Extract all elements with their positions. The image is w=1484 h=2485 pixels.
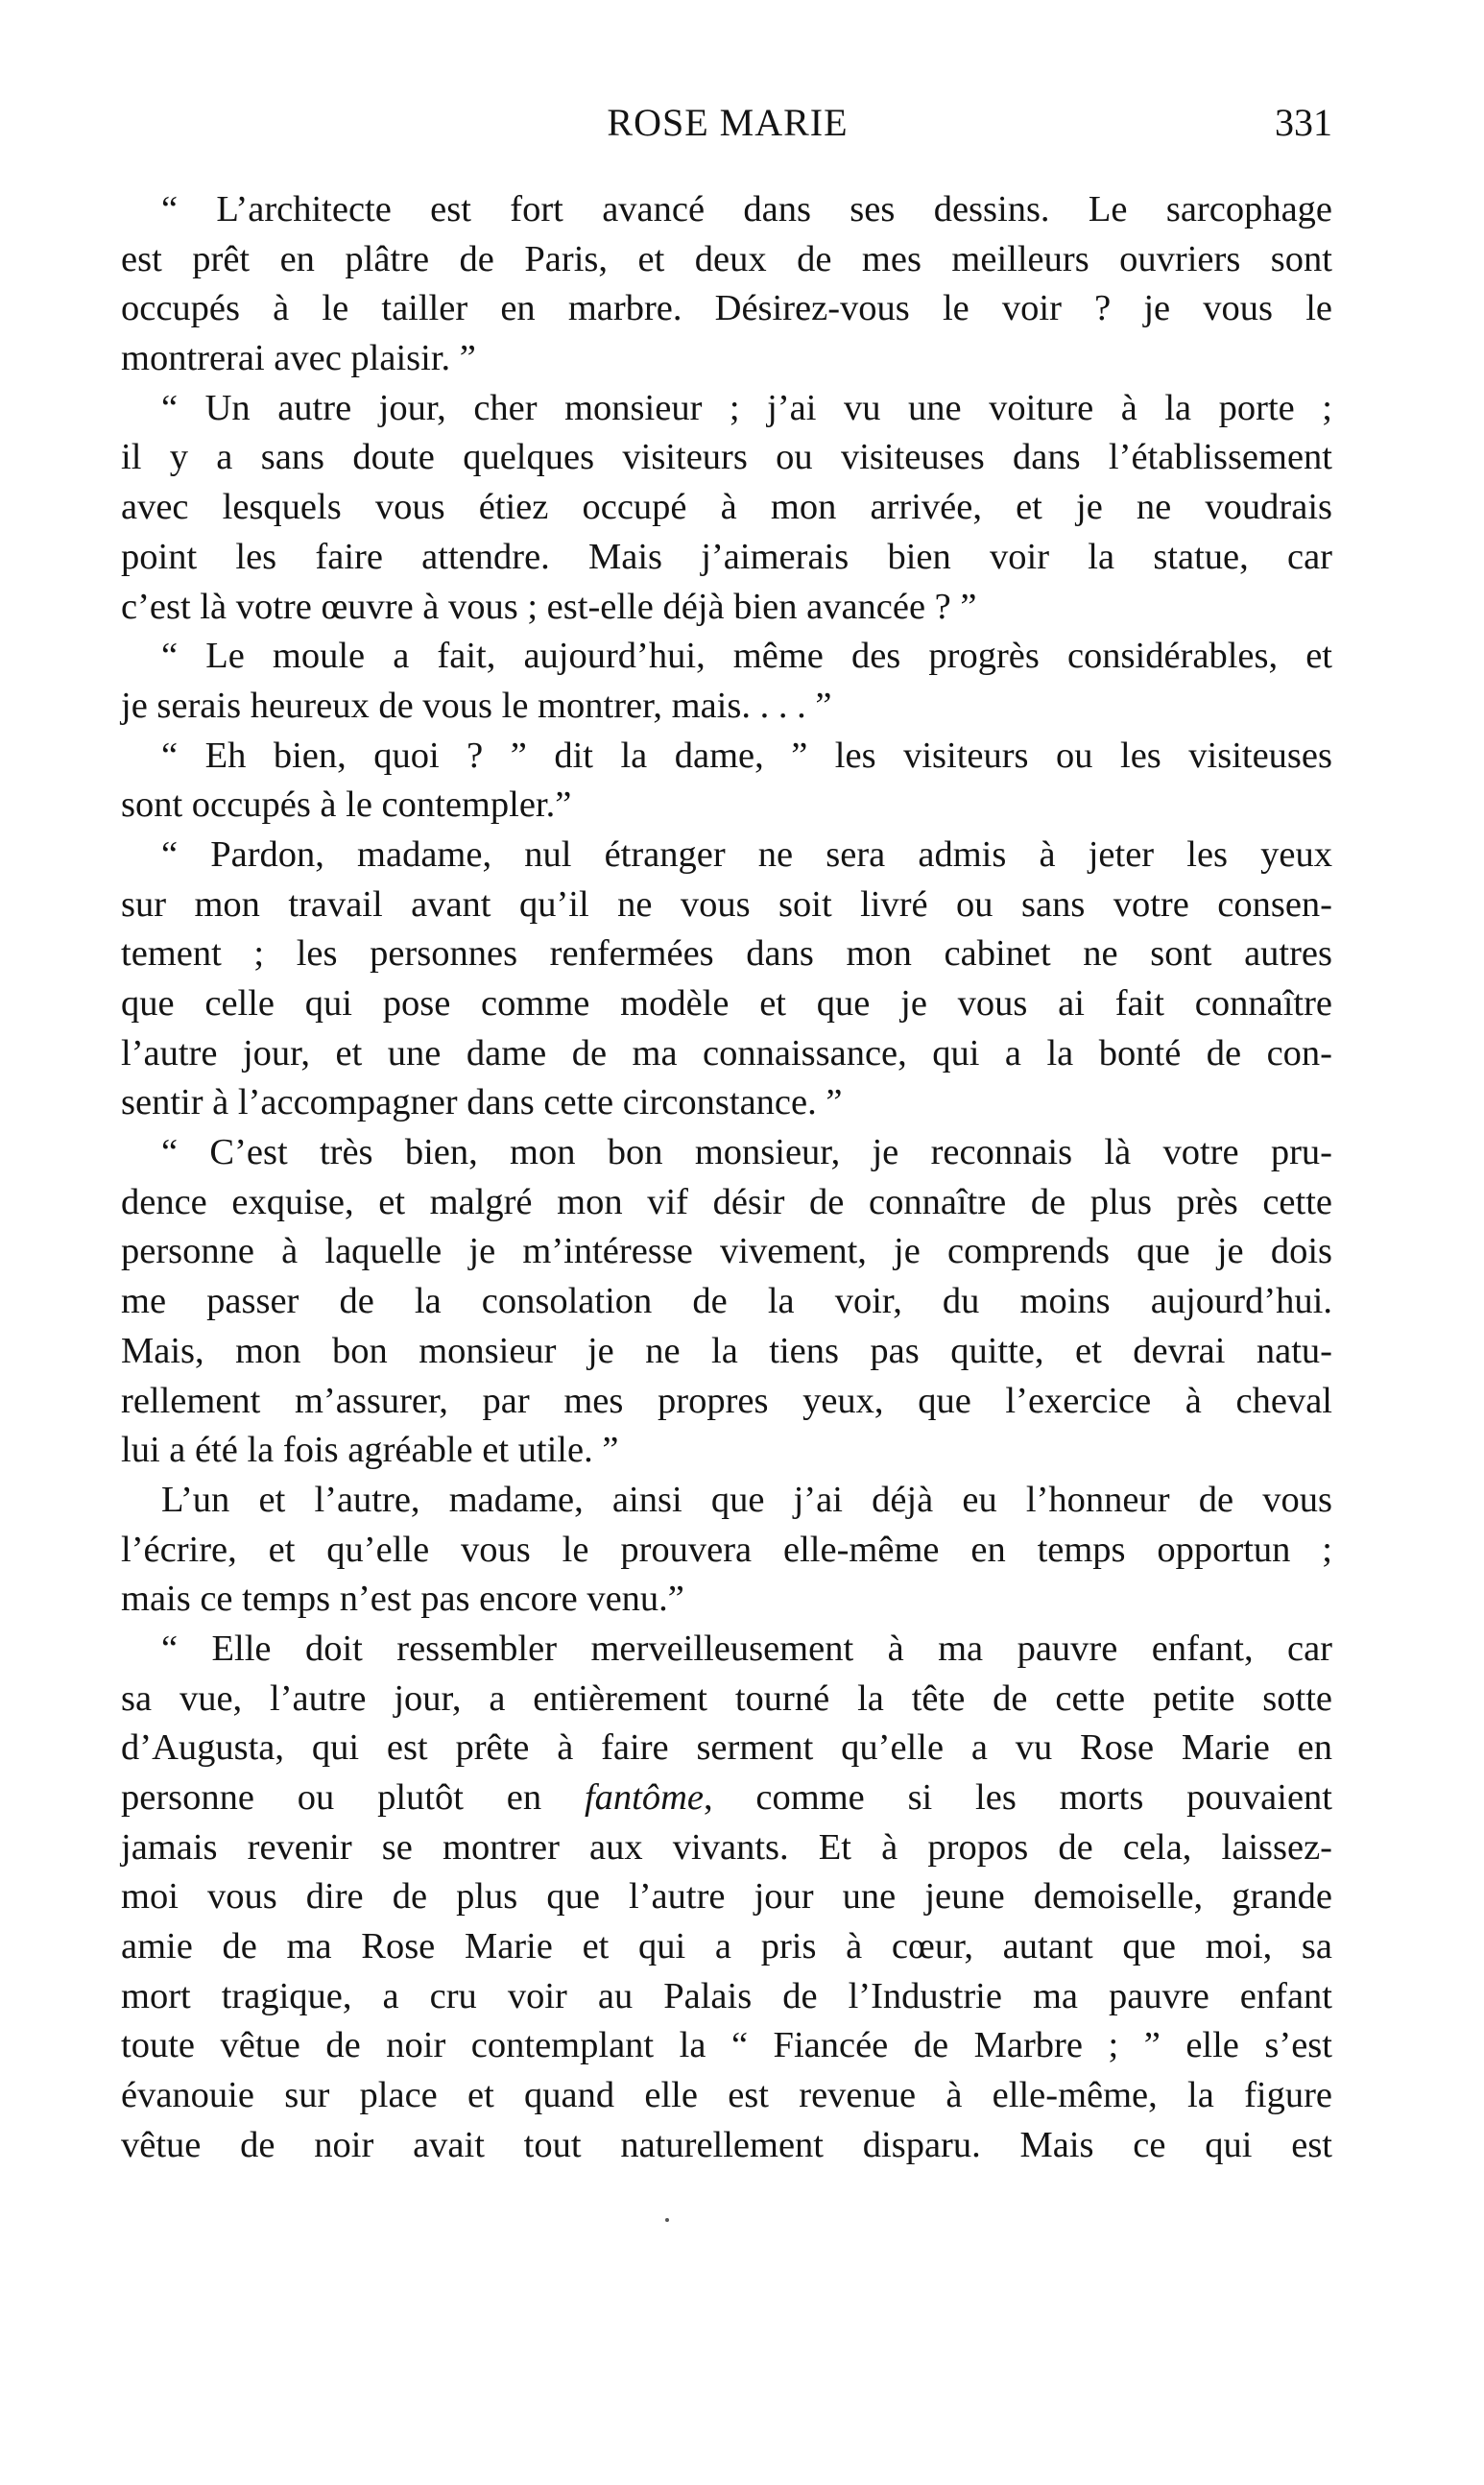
text-line: “ Elle doit ressembler merveilleusement à ma pauvre enfant, car <box>161 1628 1332 1669</box>
text-line: avec lesquels vous étiez occupé à mon arrivée, et je ne voudrais <box>121 487 1332 528</box>
text-line: il y a sans doute quelques visiteurs ou visiteuses dans l’établissement <box>121 437 1332 478</box>
body-text <box>121 185 1332 2171</box>
text-line: est prêt en plâtre de Paris, et deux de mes meilleurs ouvriers sont <box>121 238 1332 279</box>
text-line: occupés à le tailler en marbre. Désirez-vous le voir ? je vous le <box>121 288 1332 329</box>
text-line: point les faire attendre. Mais j’aimerais bien voir la statue, car <box>121 536 1332 577</box>
print-speck <box>665 2218 669 2222</box>
text-line: montrerai avec plaisir. ” <box>121 338 476 379</box>
italic-word: fantôme <box>584 1777 704 1818</box>
text-line: amie de ma Rose Marie et qui a pris à cœur, autant que moi, sa <box>121 1926 1332 1967</box>
running-title: ROSE MARIE <box>607 101 849 144</box>
text-line: c’est là votre œuvre à vous ; est-elle déjà bien avancée ? ” <box>121 586 977 627</box>
text-line: sa vue, l’autre jour, a entièrement tourné la tête de cette petite sotte <box>121 1677 1332 1719</box>
text-line: sentir à l’accompagner dans cette circonstance. ” <box>121 1082 843 1123</box>
text-line: évanouie sur place et quand elle est revenue à elle-même, la figure <box>121 2075 1332 2116</box>
text-line: dence exquise, et malgré mon vif désir de connaître de plus près cette <box>121 1181 1332 1222</box>
text-line: personne ou plutôt en fantôme, comme si les morts pouvaient <box>121 1777 1332 1818</box>
text-line: d’Augusta, qui est prête à faire serment qu’elle a vu Rose Marie en <box>121 1727 1332 1769</box>
text-line: sur mon travail avant qu’il ne vous soit livré ou sans votre consen- <box>121 883 1332 925</box>
text-line: “ Le moule a fait, aujourd’hui, même des progrès considérables, et <box>161 636 1332 677</box>
text-line: personne à laquelle je m’intéresse vivement, je comprends que je dois <box>121 1231 1332 1272</box>
text-line: vêtue de noir avait tout naturellement disparu. Mais ce qui est <box>121 2124 1332 2165</box>
text-line: l’écrire, et qu’elle vous le prouvera elle-même en temps opportun ; <box>121 1529 1332 1570</box>
text-line: me passer de la consolation de la voir, du moins aujourd’hui. <box>121 1281 1332 1322</box>
text-line: “ Eh bien, quoi ? ” dit la dame, ” les visiteurs ou les visiteuses <box>161 735 1332 776</box>
text-line: que celle qui pose comme modèle et que je vous ai fait connaître <box>121 983 1332 1024</box>
text-line: tement ; les personnes renfermées dans mon cabinet ne sont autres <box>121 933 1332 975</box>
running-head <box>123 100 1332 152</box>
text-line: je serais heureux de vous le montrer, mais. . . . ” <box>121 685 832 726</box>
text-line: sont occupés à le contempler.” <box>121 784 572 826</box>
text-line: “ C’est très bien, mon bon monsieur, je reconnais là votre pru- <box>161 1132 1332 1173</box>
text-line: mais ce temps n’est pas encore venu.” <box>121 1579 684 1620</box>
text-line: L’un et l’autre, madame, ainsi que j’ai déjà eu l’honneur de vous <box>161 1479 1332 1520</box>
text-line: “ L’architecte est fort avancé dans ses dessins. Le sarcophage <box>161 189 1332 229</box>
text-line: l’autre jour, et une dame de ma connaissance, qui a la bonté de con- <box>121 1032 1332 1074</box>
text-line: rellement m’assurer, par mes propres yeux, que l’exercice à cheval <box>121 1380 1332 1421</box>
text-line: “ Pardon, madame, nul étranger ne sera admis à jeter les yeux <box>161 833 1332 875</box>
text-line: toute vêtue de noir contemplant la “ Fiancée de Marbre ; ” elle s’est <box>121 2025 1332 2066</box>
text-line: Mais, mon bon monsieur je ne la tiens pas quitte, et devrai natu- <box>121 1330 1332 1371</box>
text-line: jamais revenir se montrer aux vivants. Et à propos de cela, laissez- <box>121 1826 1332 1868</box>
text-line: mort tragique, a cru voir au Palais de l’Industrie ma pauvre enfant <box>121 1975 1332 2016</box>
page-number: 331 <box>1275 101 1332 144</box>
text-line: “ Un autre jour, cher monsieur ; j’ai vu une voiture à la porte ; <box>161 387 1332 428</box>
text-line: lui a été la fois agréable et utile. ” <box>121 1430 619 1471</box>
text-line: moi vous dire de plus que l’autre jour une jeune demoiselle, grande <box>121 1876 1332 1918</box>
